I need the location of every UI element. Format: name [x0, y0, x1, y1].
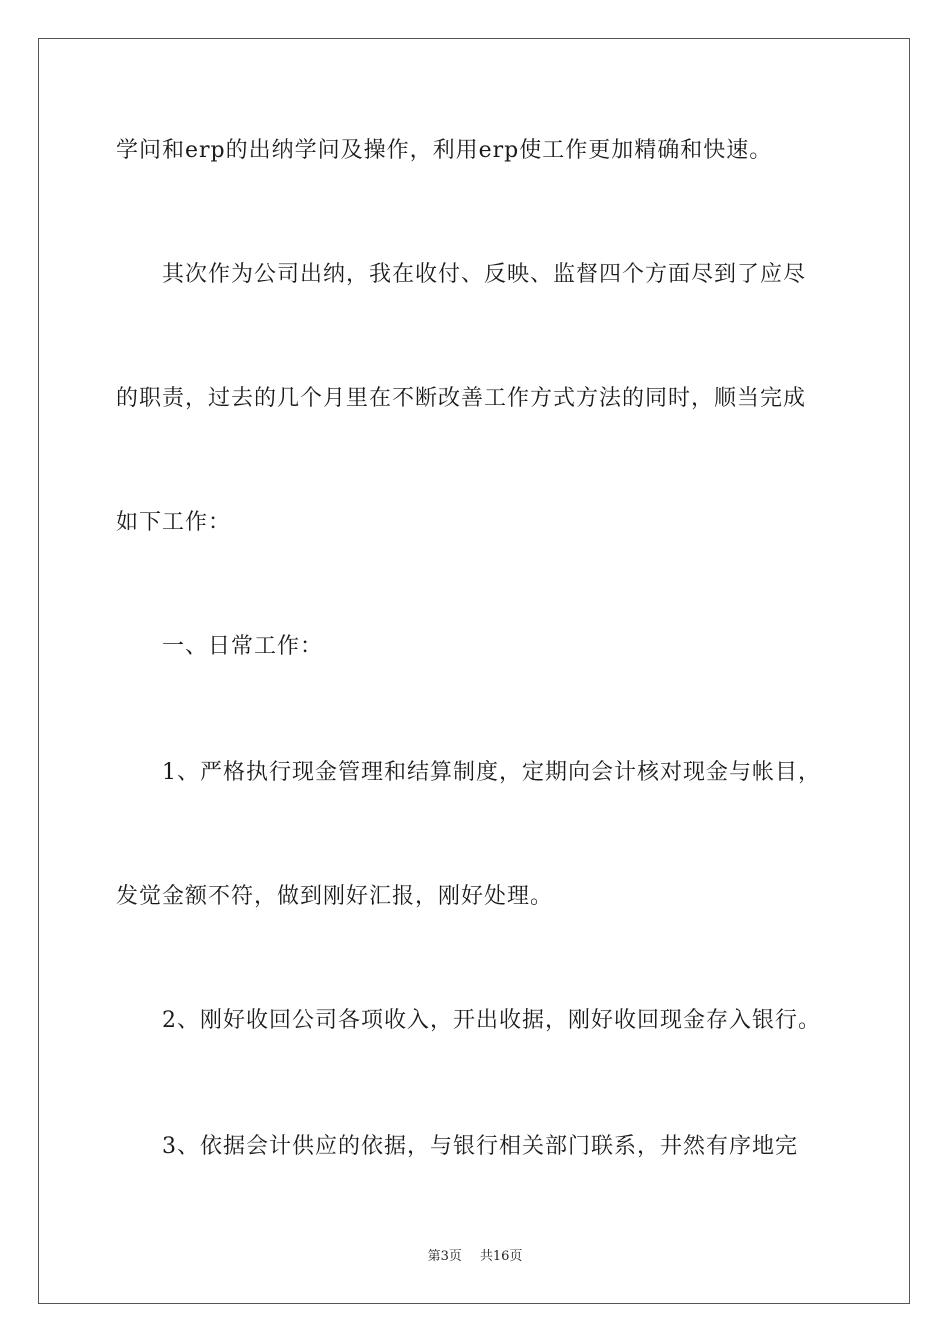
page-total: 共16页: [479, 1249, 523, 1264]
list-item-1-line-2: 发觉金额不符，做到刚好汇报，刚好处理。: [116, 884, 554, 909]
page-number: 第3页: [427, 1249, 462, 1264]
page-footer: [0, 1248, 950, 1266]
paragraph-line-2: 其次作为公司出纳，我在收付、反映、监督四个方面尽到了应尽: [162, 262, 807, 287]
paragraph-line-1: 学问和erp的出纳学问及操作，利用erp使工作更加精确和快速。: [116, 138, 773, 163]
paragraph-line-3: 的职责，过去的几个月里在不断改善工作方式方法的同时，顺当完成: [116, 386, 807, 411]
list-item-1-line-1: 1、严格执行现金管理和结算制度，定期向会计核对现金与帐目，: [162, 760, 821, 785]
section-heading: 一、日常工作：: [162, 634, 324, 659]
list-item-2: 2、刚好收回公司各项收入，开出收据，刚好收回现金存入银行。: [162, 1008, 821, 1033]
paragraph-line-4: 如下工作：: [116, 510, 232, 535]
list-item-3-line-1: 3、依据会计供应的依据，与银行相关部门联系，井然有序地完: [162, 1134, 798, 1159]
page-border: [38, 38, 910, 1304]
